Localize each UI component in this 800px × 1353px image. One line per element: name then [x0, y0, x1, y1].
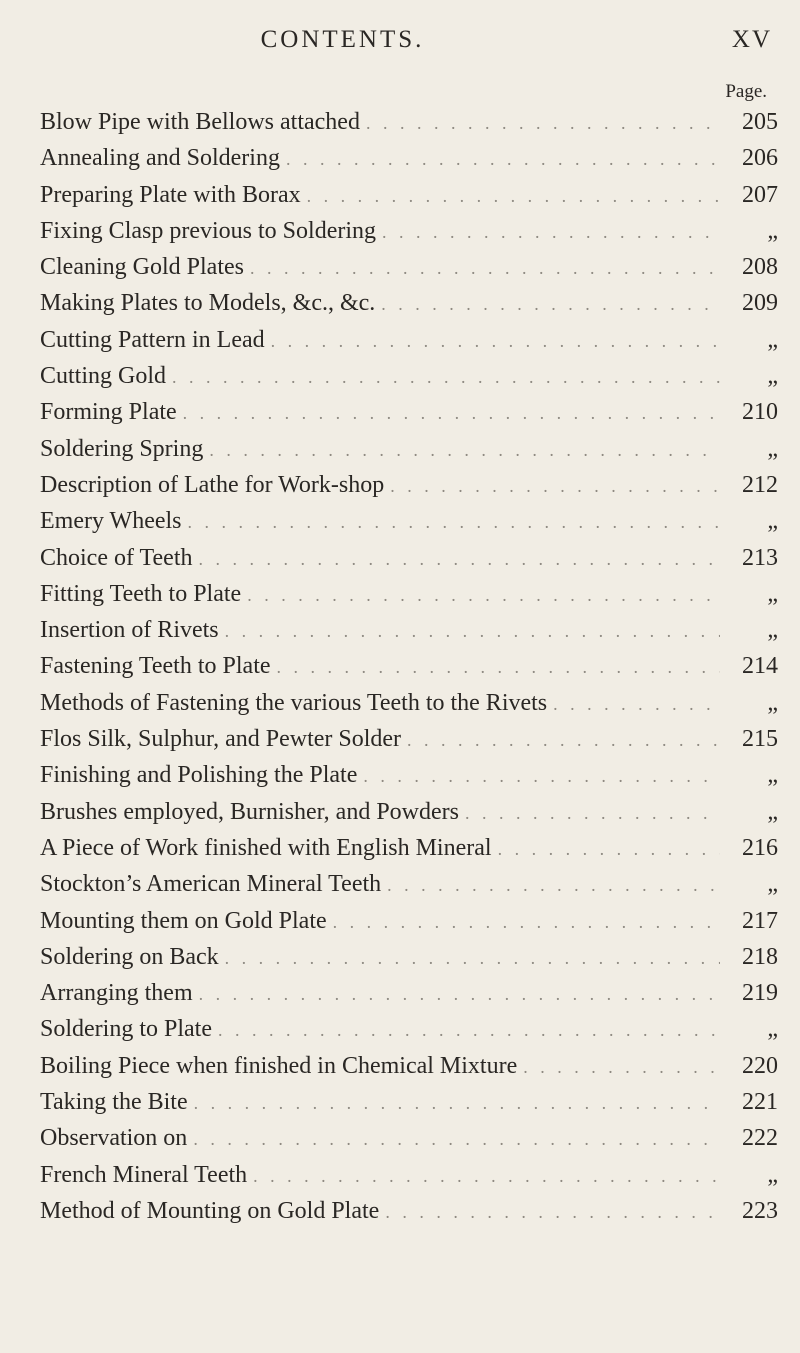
- page-column-label: Page.: [725, 81, 767, 102]
- toc-entry: [40, 975, 780, 1011]
- dot-leader: [465, 795, 720, 830]
- toc-entry: [40, 1084, 780, 1120]
- entry-title: Soldering on Back: [40, 943, 219, 970]
- toc-entry: [40, 285, 780, 321]
- entry-title: Taking the Bite: [40, 1089, 188, 1116]
- dot-leader: [553, 686, 720, 721]
- entry-title: Methods of Fastening the various Teeth to the Rivets: [40, 689, 548, 716]
- entry-title: Choice of Teeth: [40, 544, 193, 571]
- entry-page-number: 209: [742, 290, 778, 317]
- dot-leader: [199, 976, 720, 1011]
- entry-page-number: „: [767, 689, 778, 716]
- entry-title: Forming Plate: [40, 399, 177, 426]
- toc-entry: [40, 794, 780, 830]
- entry-title: Fitting Teeth to Plate: [40, 580, 242, 607]
- entry-title: Fastening Teeth to Plate: [40, 653, 271, 680]
- dot-leader: [218, 1012, 720, 1047]
- entry-page-number: „: [767, 217, 778, 244]
- entry-page-number: „: [767, 435, 778, 462]
- entry-title: Annealing and Soldering: [40, 145, 280, 172]
- entry-title: Blow Pipe with Bellows attached: [40, 109, 360, 135]
- toc-entry: [40, 322, 780, 358]
- toc-entry: [40, 648, 780, 684]
- entry-page-number: 217: [742, 907, 778, 934]
- entry-page-number: 215: [742, 726, 778, 753]
- dot-leader: [363, 758, 720, 793]
- dot-leader: [498, 831, 720, 866]
- entry-page-number: 213: [742, 544, 778, 571]
- dot-leader: [381, 286, 720, 321]
- toc-entry: [40, 866, 780, 902]
- entry-title: Boiling Piece when finished in Chemical Mixture: [40, 1052, 518, 1079]
- dot-leader: [194, 1085, 720, 1120]
- page-header: [0, 22, 800, 62]
- entry-page-number: „: [767, 326, 778, 353]
- toc-entry: [40, 394, 780, 430]
- toc-entry: [40, 1193, 780, 1229]
- entry-title: Stockton’s American Mineral Teeth: [40, 871, 382, 898]
- dot-leader: [199, 541, 721, 576]
- entry-page-number: 205: [742, 109, 778, 135]
- dot-leader: [333, 904, 720, 939]
- entry-title: Soldering to Plate: [40, 1016, 212, 1043]
- entry-page-number: „: [767, 1161, 778, 1188]
- entry-title: Cutting Gold: [40, 363, 167, 390]
- entry-title: Mounting them on Gold Plate: [40, 907, 327, 934]
- toc-entry: [40, 249, 780, 285]
- entry-title: Description of Lathe for Work-shop: [40, 471, 385, 498]
- entry-page-number: „: [767, 508, 778, 535]
- dot-leader: [387, 867, 720, 902]
- dot-leader: [366, 105, 720, 140]
- dot-leader: [307, 178, 720, 213]
- toc-entry: [40, 1048, 780, 1084]
- toc-entry: [40, 540, 780, 576]
- entry-title: Flos Silk, Sulphur, and Pewter Solder: [40, 726, 402, 753]
- dot-leader: [225, 940, 720, 975]
- dot-leader: [407, 722, 720, 757]
- roman-page-number: XV: [731, 26, 772, 53]
- entry-title: Observation on: [40, 1125, 188, 1152]
- entry-title: Arranging them: [40, 980, 193, 1007]
- dot-leader: [225, 613, 720, 648]
- entry-page-number: „: [767, 798, 778, 825]
- table-of-contents: [40, 104, 780, 1229]
- toc-entry: [40, 1120, 780, 1156]
- entry-page-number: 221: [742, 1089, 778, 1116]
- dot-leader: [286, 141, 720, 176]
- entry-title: Preparing Plate with Borax: [40, 181, 301, 208]
- entry-title: Finishing and Polishing the Plate: [40, 762, 358, 789]
- entry-title: Fixing Clasp previous to Soldering: [40, 217, 376, 244]
- entry-title: Cutting Pattern in Lead: [40, 326, 265, 353]
- toc-entry: [40, 358, 780, 394]
- entry-page-number: 219: [742, 980, 778, 1007]
- entry-page-number: 214: [742, 653, 778, 680]
- entry-page-number: 223: [742, 1197, 778, 1224]
- dot-leader: [523, 1049, 720, 1084]
- entry-page-number: „: [767, 762, 778, 789]
- toc-entry: [40, 213, 780, 249]
- entry-title: French Mineral Teeth: [40, 1161, 248, 1188]
- entry-title: Method of Mounting on Gold Plate: [40, 1197, 380, 1224]
- entry-page-number: 206: [742, 145, 778, 172]
- entry-page-number: 212: [742, 471, 778, 498]
- entry-page-number: „: [767, 363, 778, 390]
- entry-title: Soldering Spring: [40, 435, 204, 462]
- entry-title: Insertion of Rivets: [40, 617, 219, 644]
- toc-entry: [40, 685, 780, 721]
- dot-leader: [183, 395, 720, 430]
- entry-page-number: 222: [742, 1125, 778, 1152]
- page-title: CONTENTS.: [260, 26, 425, 53]
- entry-title: A Piece of Work finished with English Mineral: [40, 834, 492, 861]
- dot-leader: [277, 649, 720, 684]
- entry-title: Cleaning Gold Plates: [40, 254, 244, 281]
- entry-page-number: 207: [742, 181, 778, 208]
- toc-entry: [40, 612, 780, 648]
- dot-leader: [188, 504, 720, 539]
- dot-leader: [390, 468, 720, 503]
- dot-leader: [250, 250, 720, 285]
- toc-entry: [40, 177, 780, 213]
- toc-entry: [40, 830, 780, 866]
- toc-entry: [40, 1157, 780, 1193]
- entry-page-number: „: [767, 1016, 778, 1043]
- dot-leader: [271, 323, 720, 358]
- entry-page-number: 220: [742, 1052, 778, 1079]
- toc-entry: [40, 140, 780, 176]
- toc-entry: [40, 721, 780, 757]
- entry-title: Making Plates to Models, &c., &c.: [40, 290, 376, 317]
- entry-page-number: 216: [742, 834, 778, 861]
- dot-leader: [253, 1158, 720, 1193]
- dot-leader: [247, 577, 720, 612]
- toc-entry: [40, 503, 780, 539]
- dot-leader: [382, 214, 720, 249]
- dot-leader: [172, 359, 720, 394]
- toc-entry: [40, 939, 780, 975]
- entry-page-number: 210: [742, 399, 778, 426]
- entry-title: Brushes employed, Burnisher, and Powders: [40, 798, 459, 825]
- toc-entry: [40, 576, 780, 612]
- entry-page-number: „: [767, 580, 778, 607]
- dot-leader: [193, 1121, 720, 1156]
- toc-entry: [40, 431, 780, 467]
- entry-title: Emery Wheels: [40, 508, 182, 535]
- toc-entry: [40, 104, 780, 140]
- entry-page-number: 218: [742, 943, 778, 970]
- toc-entry: [40, 903, 780, 939]
- toc-entry: [40, 757, 780, 793]
- dot-leader: [385, 1194, 720, 1229]
- entry-page-number: „: [767, 871, 778, 898]
- entry-page-number: 208: [742, 254, 778, 281]
- toc-entry: [40, 1011, 780, 1047]
- dot-leader: [209, 432, 720, 467]
- toc-entry: [40, 467, 780, 503]
- entry-page-number: „: [767, 617, 778, 644]
